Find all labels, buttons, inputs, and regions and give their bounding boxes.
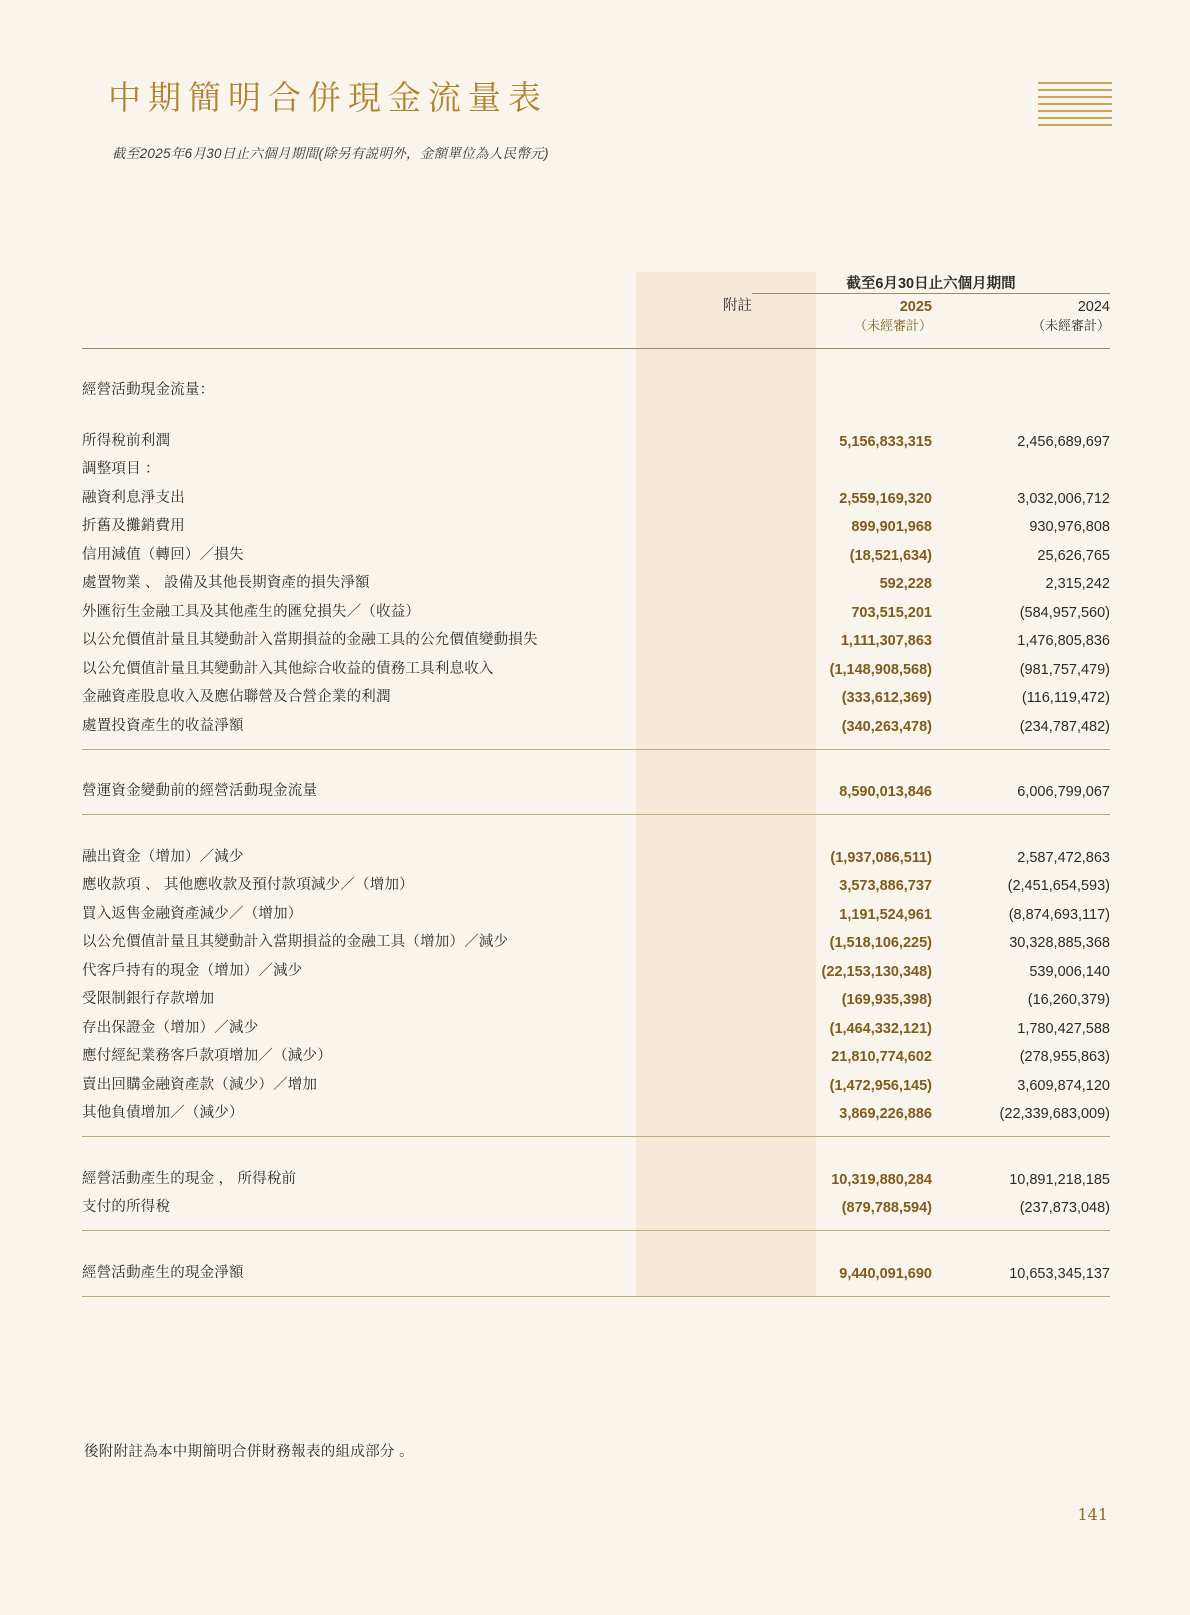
row-value-2025: 5,156,833,315 bbox=[839, 433, 932, 450]
row-value-2025: (18,521,634) bbox=[849, 547, 932, 564]
section-heading-row bbox=[82, 371, 1110, 400]
table-row bbox=[82, 421, 1110, 450]
row-value-2025: 10,319,880,284 bbox=[831, 1171, 932, 1188]
row-value-2025: (1,937,086,511) bbox=[830, 849, 932, 866]
row-label: 以公允價值計量且其變動計入當期損益的金融工具的公允價值變動損失 bbox=[82, 632, 538, 648]
spacer-row bbox=[82, 750, 1110, 772]
spacer-row bbox=[82, 1282, 1110, 1297]
row-value-2024: (16,260,379) bbox=[1027, 992, 1110, 1008]
year-2025-header: 2025 bbox=[899, 298, 932, 315]
spacer-row bbox=[82, 1231, 1110, 1253]
row-label: 受限制銀行存款增加 bbox=[82, 991, 215, 1007]
row-label: 調整項目 ： bbox=[82, 461, 160, 477]
row-note bbox=[642, 421, 752, 450]
spacer-cell bbox=[642, 272, 752, 294]
row-label: 賣出回購金融資產款（減少）／增加 bbox=[82, 1076, 318, 1093]
row-value-2025: (169,935,398) bbox=[841, 992, 932, 1008]
row-label: 以公允價值計量且其變動計入其他綜合收益的債務工具利息收入 bbox=[82, 660, 494, 677]
table-row bbox=[82, 621, 1110, 650]
table-header-period-row bbox=[82, 272, 1110, 294]
row-label: 代客戶持有的現金（增加）／減少 bbox=[82, 962, 303, 979]
table-row bbox=[82, 837, 1110, 866]
row-label: 處置物業 、 設備及其他長期資產的損失淨額 bbox=[82, 575, 370, 591]
row-note bbox=[642, 894, 752, 923]
table-row bbox=[82, 980, 1110, 1009]
table-row bbox=[82, 535, 1110, 564]
table-row bbox=[82, 507, 1110, 536]
row-note bbox=[642, 980, 752, 1009]
row-note bbox=[642, 507, 752, 536]
row-value-2024: (584,957,560) bbox=[1019, 604, 1110, 621]
row-note bbox=[642, 535, 752, 564]
unaudited-2025-label: （未經審計） bbox=[853, 317, 932, 333]
row-value-2025: 21,810,774,602 bbox=[831, 1049, 932, 1065]
row-label: 融出資金（增加）／減少 bbox=[82, 848, 244, 865]
row-value-2025: 3,869,226,886 bbox=[839, 1106, 932, 1122]
row-value-2024: 3,609,874,120 bbox=[1017, 1077, 1110, 1094]
row-value-2025: 592,228 bbox=[879, 576, 932, 592]
row-note bbox=[642, 1065, 752, 1094]
spacer-row bbox=[82, 1216, 1110, 1231]
unaudited-2024-label: （未經審計） bbox=[1031, 317, 1110, 333]
row-value-2024: (8,874,693,117) bbox=[1008, 906, 1110, 923]
table-row bbox=[82, 1037, 1110, 1066]
table-row bbox=[82, 1065, 1110, 1094]
row-note bbox=[642, 1188, 752, 1217]
row-label: 支付的所得稅 bbox=[82, 1199, 171, 1215]
row-value-2025: (1,148,908,568) bbox=[829, 661, 932, 678]
row-note bbox=[642, 1253, 752, 1282]
spacer-row bbox=[82, 800, 1110, 815]
spacer-row bbox=[82, 735, 1110, 750]
row-note bbox=[642, 951, 752, 980]
row-value-2024: 10,653,345,137 bbox=[1009, 1265, 1110, 1282]
row-note bbox=[642, 564, 752, 593]
row-value-2025: (879,788,594) bbox=[841, 1200, 932, 1216]
table-row bbox=[82, 923, 1110, 952]
row-label: 折舊及攤銷費用 bbox=[82, 518, 185, 534]
table-header-year-row bbox=[82, 294, 1110, 315]
spacer-cell bbox=[82, 272, 642, 294]
row-value-2024: (116,119,472) bbox=[1021, 690, 1110, 706]
bottom-rule bbox=[82, 1296, 1110, 1297]
row-label: 應付經紀業務客戶款項增加／（減少） bbox=[82, 1048, 332, 1064]
row-label: 營運資金變動前的經營活動現金流量 bbox=[82, 783, 318, 799]
spacer-cell bbox=[642, 315, 752, 334]
row-value-2025: (1,518,106,225) bbox=[829, 935, 932, 951]
row-label: 買入返售金融資產減少／（增加） bbox=[82, 905, 303, 922]
table-row bbox=[82, 1159, 1110, 1188]
footer-note: 後附附註為本中期簡明合併財務報表的組成部分 。 bbox=[84, 1444, 414, 1460]
row-label: 其他負債增加／（減少） bbox=[82, 1105, 244, 1121]
row-note bbox=[642, 1037, 752, 1066]
table-row bbox=[82, 1094, 1110, 1123]
spacer-row bbox=[82, 399, 1110, 421]
row-value-2025: (1,472,956,145) bbox=[829, 1077, 932, 1094]
row-note bbox=[642, 592, 752, 621]
row-value-2025: (333,612,369) bbox=[841, 690, 932, 706]
row-value-2025: 2,559,169,320 bbox=[839, 490, 932, 507]
row-value-2024: (981,757,479) bbox=[1019, 661, 1110, 678]
row-note bbox=[642, 478, 752, 507]
row-value-2025: 8,590,013,846 bbox=[839, 784, 932, 800]
row-value-2025: 899,901,968 bbox=[851, 519, 932, 535]
row-note bbox=[642, 837, 752, 866]
row-value-2024: 10,891,218,185 bbox=[1009, 1171, 1110, 1188]
row-value-2025: (1,464,332,121) bbox=[829, 1020, 932, 1037]
table-row bbox=[82, 951, 1110, 980]
row-value-2024: 2,315,242 bbox=[1045, 576, 1110, 592]
cash-flow-statement-table bbox=[82, 272, 1110, 1297]
table-row bbox=[82, 866, 1110, 895]
table-row bbox=[82, 894, 1110, 923]
row-value-2024: 25,626,765 bbox=[1037, 547, 1110, 564]
row-note bbox=[642, 1008, 752, 1037]
page-number: 141 bbox=[1077, 1505, 1108, 1524]
row-value-2025: 1,111,307,863 bbox=[840, 633, 932, 649]
row-note bbox=[642, 1159, 752, 1188]
table-row bbox=[82, 564, 1110, 593]
row-value-2024: 6,006,799,067 bbox=[1017, 784, 1110, 800]
row-label: 外匯衍生金融工具及其他產生的匯兌損失／（收益） bbox=[82, 603, 421, 620]
row-label: 應收款項 、 其他應收款及預付款項減少／（增加） bbox=[82, 877, 414, 893]
row-label: 信用減值（轉回）／損失 bbox=[82, 546, 244, 563]
row-label: 融資利息淨支出 bbox=[82, 489, 185, 506]
row-value-2025: 3,573,886,737 bbox=[839, 878, 932, 894]
row-value-2024: (278,955,863) bbox=[1019, 1049, 1110, 1065]
row-label: 存出保證金（增加）／減少 bbox=[82, 1019, 259, 1036]
table-row bbox=[82, 1253, 1110, 1282]
row-value-2024: (22,339,683,009) bbox=[999, 1106, 1110, 1122]
table-row bbox=[82, 772, 1110, 801]
spacer-row bbox=[82, 1122, 1110, 1137]
row-label: 處置投資產生的收益淨額 bbox=[82, 717, 244, 734]
row-note bbox=[642, 678, 752, 707]
spacer-cell bbox=[82, 294, 642, 315]
section-heading: 經營活動現金流量： bbox=[82, 382, 215, 398]
row-value-2024: (2,451,654,593) bbox=[1007, 878, 1110, 894]
row-value-2024: 930,976,808 bbox=[1029, 519, 1110, 535]
row-value-2024: (234,787,482) bbox=[1019, 718, 1110, 735]
row-value-2025: 9,440,091,690 bbox=[839, 1265, 932, 1282]
row-value-2025: 703,515,201 bbox=[851, 604, 932, 621]
row-note bbox=[642, 866, 752, 895]
row-note bbox=[642, 649, 752, 678]
page-title: 中期簡明合併現金流量表 bbox=[108, 78, 548, 117]
row-value-2024: 1,476,805,836 bbox=[1017, 633, 1110, 649]
row-label: 以公允價值計量且其變動計入當期損益的金融工具（增加）／減少 bbox=[82, 934, 509, 950]
page-subtitle: 截至2025年6月30日止六個月期間(除另有説明外，金額單位為人民幣元) bbox=[112, 146, 549, 161]
row-note bbox=[642, 923, 752, 952]
row-label: 經營活動產生的現金淨額 bbox=[82, 1264, 244, 1281]
period-header: 截至6月30日止六個月期間 bbox=[752, 272, 1110, 294]
row-note bbox=[642, 772, 752, 801]
table-row bbox=[82, 1008, 1110, 1037]
row-value-2024: 3,032,006,712 bbox=[1017, 490, 1110, 507]
row-value-2024: 1,780,427,588 bbox=[1017, 1020, 1110, 1037]
row-value-2024: 30,328,885,368 bbox=[1009, 935, 1110, 951]
row-value-2024: 2,587,472,863 bbox=[1017, 849, 1110, 866]
table-row bbox=[82, 450, 1110, 479]
row-label: 所得稅前利潤 bbox=[82, 432, 171, 449]
table-row bbox=[82, 649, 1110, 678]
table-row bbox=[82, 478, 1110, 507]
row-note bbox=[642, 621, 752, 650]
spacer-row bbox=[82, 1137, 1110, 1159]
row-value-2024: (237,873,048) bbox=[1019, 1200, 1110, 1216]
row-note bbox=[642, 706, 752, 735]
spacer-row bbox=[82, 815, 1110, 837]
row-note bbox=[642, 450, 752, 479]
table-header-unaudited-row bbox=[82, 315, 1110, 334]
row-label: 經營活動產生的現金 ， 所得稅前 bbox=[82, 1170, 297, 1187]
row-value-2025: (340,263,478) bbox=[841, 718, 932, 735]
row-value-2025: 1,191,524,961 bbox=[839, 906, 932, 923]
row-value-2024 bbox=[932, 450, 1110, 479]
spacer-row bbox=[82, 349, 1110, 371]
table-row bbox=[82, 592, 1110, 621]
note-column-header: 附註 bbox=[723, 297, 752, 314]
table-row bbox=[82, 706, 1110, 735]
row-value-2024: 2,456,689,697 bbox=[1017, 433, 1110, 450]
spacer-row bbox=[82, 334, 1110, 349]
row-value-2024: 539,006,140 bbox=[1029, 963, 1110, 980]
row-note bbox=[642, 1094, 752, 1123]
row-value-2025 bbox=[752, 450, 932, 479]
row-label: 金融資產股息收入及應佔聯營及合營企業的利潤 bbox=[82, 689, 391, 705]
spacer-cell bbox=[82, 315, 642, 334]
table-row bbox=[82, 1188, 1110, 1217]
year-2024-header: 2024 bbox=[1077, 298, 1110, 315]
row-value-2025: (22,153,130,348) bbox=[821, 963, 932, 980]
decorative-stripes-icon bbox=[1038, 82, 1112, 130]
table-row bbox=[82, 678, 1110, 707]
